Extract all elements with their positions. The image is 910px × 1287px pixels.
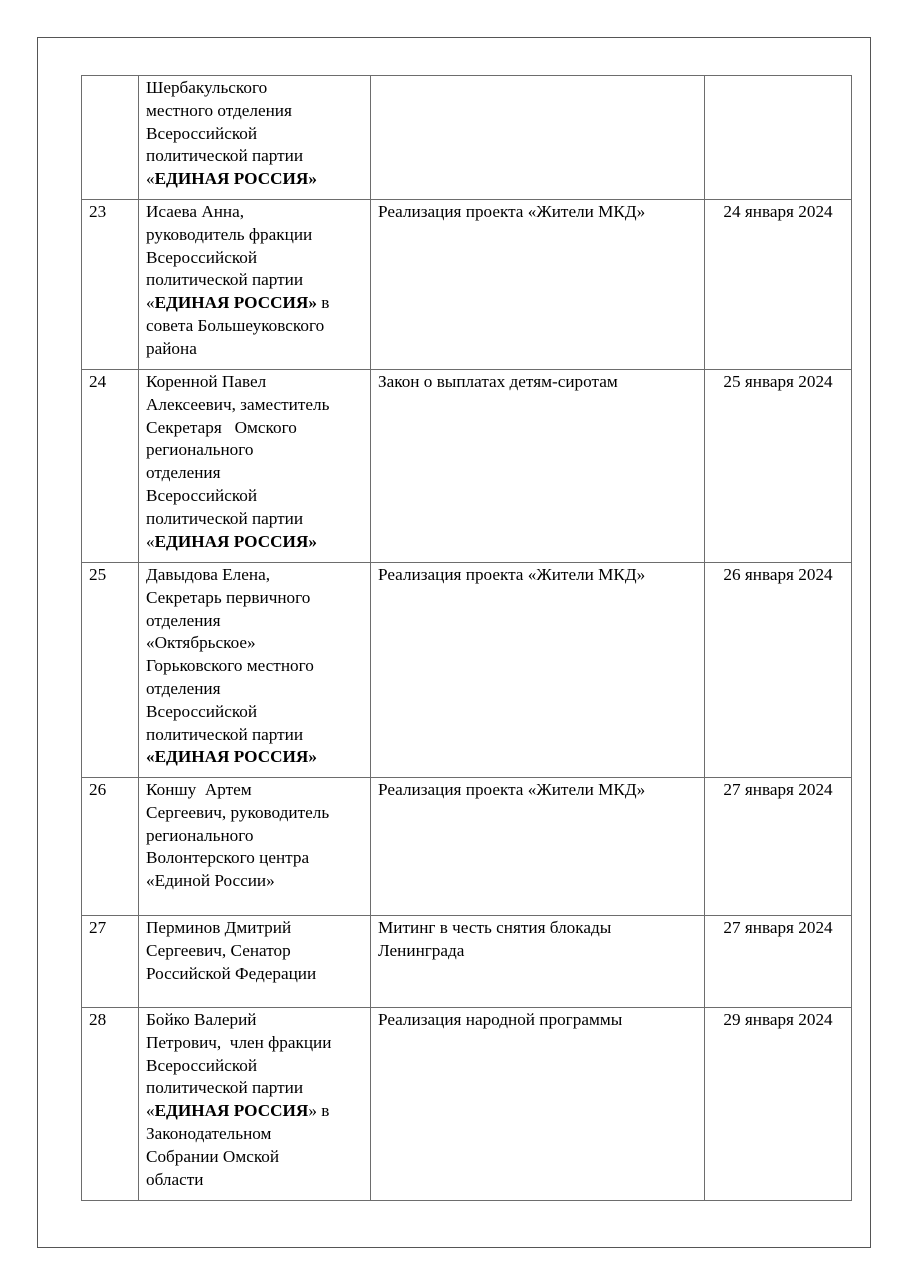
participant-cell xyxy=(139,200,371,370)
participant-line: Всероссийской xyxy=(146,1055,258,1075)
party-line xyxy=(146,531,363,554)
row-number: 27 xyxy=(82,916,139,1008)
participant-line: Всероссийской xyxy=(146,701,258,721)
participant-line: района xyxy=(146,338,197,358)
topic-cell xyxy=(371,76,705,200)
party-line xyxy=(146,746,363,769)
participant-cell xyxy=(139,778,371,916)
participant-line: Секретаря Омского xyxy=(146,417,297,437)
participant-cell xyxy=(139,370,371,563)
row-number xyxy=(82,76,139,200)
participant-line: Всероссийской xyxy=(146,247,258,267)
table-row xyxy=(82,778,852,916)
participant-line: Коншу Артем xyxy=(146,780,252,799)
party-name: ЕДИНАЯ РОССИЯ» xyxy=(154,531,317,551)
participant-line: Шербакульского xyxy=(146,78,268,97)
party-quote-open: « xyxy=(146,531,155,551)
events-table-body xyxy=(82,76,852,1201)
date-cell: 24 января 2024 xyxy=(705,200,852,370)
participant-line: «Октябрьское» xyxy=(146,633,256,653)
participant-line: отделения xyxy=(146,678,221,698)
party-quote-open: « xyxy=(146,293,155,313)
participant-line: политической партии xyxy=(146,724,304,744)
participant-line: Законодательном xyxy=(146,1123,272,1143)
participant-line: области xyxy=(146,1169,204,1189)
table-row xyxy=(82,370,852,563)
party-tail: в xyxy=(316,293,330,313)
party-name: ЕДИНАЯ РОССИЯ xyxy=(154,1101,309,1121)
events-table xyxy=(81,75,852,1201)
participant-cell xyxy=(139,916,371,1008)
date-cell: 27 января 2024 xyxy=(705,916,852,1008)
row-number: 26 xyxy=(82,778,139,916)
participant-cell xyxy=(139,76,371,200)
date-cell: 25 января 2024 xyxy=(705,370,852,563)
participant-line: политической партии xyxy=(146,270,304,290)
participant-line: регионального xyxy=(146,825,254,845)
participant-line: Алексеевич, заместитель xyxy=(146,394,330,414)
participant-line: Российской Федерации xyxy=(146,963,317,983)
participant-line: Собрании Омской xyxy=(146,1146,280,1166)
topic-cell: Реализация проекта «Жители МКД» xyxy=(371,778,705,916)
participant-line: отделения xyxy=(146,463,221,483)
date-cell xyxy=(705,76,852,200)
participant-line: «Единой России» xyxy=(146,871,275,891)
participant-line: Волонтерского центра xyxy=(146,848,310,868)
row-number: 24 xyxy=(82,370,139,563)
date-cell: 29 января 2024 xyxy=(705,1008,852,1201)
date-cell: 26 января 2024 xyxy=(705,563,852,778)
table-row xyxy=(82,200,852,370)
table-row xyxy=(82,1008,852,1201)
participant-line: отделения xyxy=(146,610,221,630)
participant-line: Перминов Дмитрий xyxy=(146,918,292,937)
participant-line: Давыдова Елена, xyxy=(146,565,270,584)
participant-line: Всероссийской xyxy=(146,485,258,505)
party-name: ЕДИНАЯ РОССИЯ» xyxy=(154,169,317,189)
party-name: ЕДИНАЯ РОССИЯ» xyxy=(154,293,317,313)
participant-line: Бойко Валерий xyxy=(146,1010,257,1029)
participant-line: Секретарь первичного xyxy=(146,587,311,607)
table-row xyxy=(82,916,852,1008)
party-tail: » в xyxy=(308,1101,330,1121)
participant-line: Коренной Павел xyxy=(146,372,267,391)
participant-line: совета Большеуковского xyxy=(146,315,325,335)
date-cell: 27 января 2024 xyxy=(705,778,852,916)
row-number: 28 xyxy=(82,1008,139,1201)
participant-line: политической партии xyxy=(146,146,304,166)
party-name: «ЕДИНАЯ РОССИЯ» xyxy=(146,747,317,767)
participant-line: регионального xyxy=(146,440,254,460)
participant-cell xyxy=(139,563,371,778)
participant-line: политической партии xyxy=(146,1078,304,1098)
participant-line: Всероссийской xyxy=(146,123,258,143)
party-line xyxy=(146,168,363,191)
row-number: 25 xyxy=(82,563,139,778)
participant-line: местного отделения xyxy=(146,100,292,120)
participant-line: Петрович, член фракции xyxy=(146,1032,332,1052)
party-line xyxy=(146,292,363,315)
participant-line: Горьковского местного xyxy=(146,656,314,676)
table-row xyxy=(82,76,852,200)
topic-cell: Реализация проекта «Жители МКД» xyxy=(371,200,705,370)
topic-cell: Реализация народной программы xyxy=(371,1008,705,1201)
participant-line: руководитель фракции xyxy=(146,224,313,244)
participant-line: Сергеевич, руководитель xyxy=(146,802,330,822)
party-quote-open: « xyxy=(146,169,155,189)
row-number: 23 xyxy=(82,200,139,370)
participant-cell xyxy=(139,1008,371,1201)
topic-cell: Реализация проекта «Жители МКД» xyxy=(371,563,705,778)
participant-line: Сергеевич, Сенатор xyxy=(146,940,291,960)
party-line xyxy=(146,1100,363,1123)
topic-cell: Митинг в честь снятия блокады Ленинграда xyxy=(371,916,705,1008)
participant-line: политической партии xyxy=(146,508,304,528)
participant-line: Исаева Анна, xyxy=(146,202,245,221)
table-row xyxy=(82,563,852,778)
party-quote-open: « xyxy=(146,1101,155,1121)
topic-cell: Закон о выплатах детям-сиротам xyxy=(371,370,705,563)
